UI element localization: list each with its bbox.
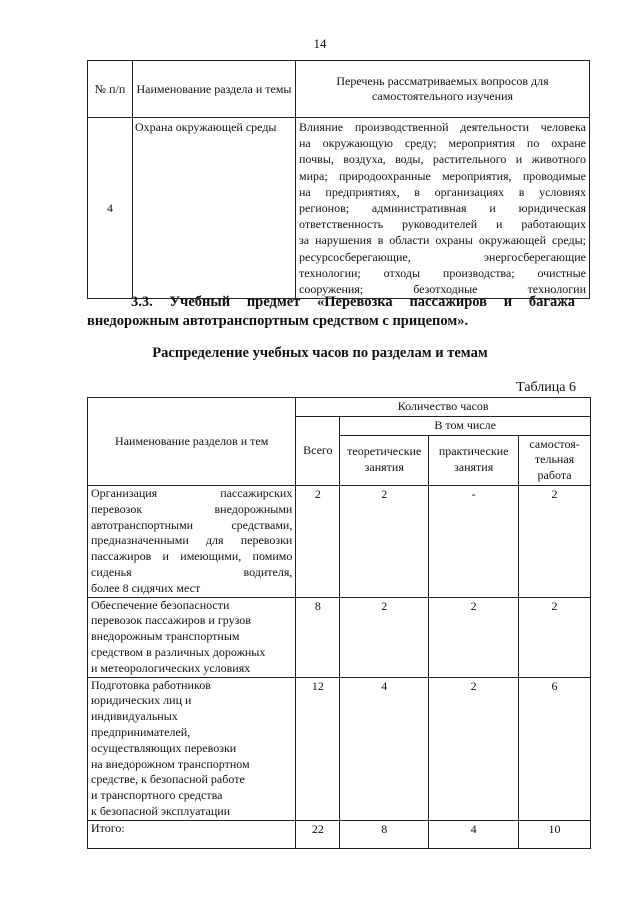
section-title [87,293,575,331]
description-line: на предприятиях, в организациях в условиях [299,184,586,199]
description-line: технологии; отходы производства; очистные [299,265,586,280]
col-header-topic: Наименование раздела и темы [133,61,296,118]
description-line: регионов; административная и юридическая [299,201,586,216]
name-line: перевозок внедорожными [91,501,293,516]
col-header-questions: Перечень рассматриваемых вопросов для самостоятельного изучения [296,61,590,118]
cell-total: 2 [296,485,340,597]
description-line: сооружения; безотходные технологии [299,282,586,297]
cell-practice: - [429,485,519,597]
name-line: индивидуальных [91,709,178,724]
row-name [88,485,296,597]
cell-theory: 2 [340,485,429,597]
table-row [88,485,591,597]
page-number: 14 [313,36,327,51]
table-header-row [88,61,590,118]
col-header-total: Всего [296,416,340,485]
col-header-hours: Количество часов [296,398,591,417]
cell-self-study: 2 [519,485,591,597]
cell-theory: 8 [340,820,429,848]
table-caption: Таблица 6 [516,380,576,395]
table-header-row [88,398,591,417]
col-header-name: Наименование разделов и тем [88,398,296,486]
name-line: Обеспечение безопасности [91,597,230,612]
table-row [88,118,590,299]
row-name [88,677,296,820]
name-line: Итого: [91,820,125,835]
cell-self-study: 10 [519,820,591,848]
cell-self-study: 6 [519,677,591,820]
table-row-total [88,820,591,848]
name-line: осуществляющих перевозки [91,740,237,755]
table-row [88,597,591,677]
description-line: за нарушения в области охраны окружающей среды; [299,233,586,248]
description-line: почвы, воздуха, воды, растительного и животного [299,152,586,167]
name-line: средством в различных дорожных [91,644,266,659]
name-line: перевозок пассажиров и грузов [91,613,251,628]
description-line: Влияние производственной деятельности человека [299,120,586,134]
name-line: на внедорожном транспортном [91,756,250,771]
self-study-topics-table [87,60,590,299]
name-line: пассажиров и имеющими, помимо [91,549,293,564]
name-line: предпринимателей, [91,724,191,739]
col-header-including: В том числе [340,416,591,435]
cell-theory: 2 [340,597,429,677]
name-line: более 8 сидячих мест [91,580,201,595]
subtitle: Распределение учебных часов по разделам и темам [152,345,488,361]
name-line: и транспортного средства [91,788,223,803]
name-line: сиденья водителя, [91,564,293,579]
cell-self-study: 2 [519,597,591,677]
row-number: 4 [88,118,133,299]
cell-practice: 4 [429,820,519,848]
cell-total: 8 [296,597,340,677]
cell-total: 12 [296,677,340,820]
description-line: на окружающую среду; мероприятия по охране [299,136,586,151]
row-topic: Охрана окружающей среды [133,118,296,299]
row-name [88,597,296,677]
cell-practice: 2 [429,597,519,677]
col-header-self-study: самостоя-тельная работа [519,435,591,485]
col-header-number: № п/п [88,61,133,118]
row-name [88,820,296,848]
cell-theory: 4 [340,677,429,820]
name-line: внедорожным транспортным [91,629,240,644]
row-description [296,118,590,299]
col-header-practice: практические занятия [429,435,519,485]
name-line: к безопасной эксплуатации [91,803,231,818]
name-line: и метеорологических условиях [91,660,251,675]
name-line: предназначенными для перевозки [91,533,293,548]
name-line: юридических лиц и [91,693,192,708]
cell-total: 22 [296,820,340,848]
name-line: автотранспортными средствами, [91,517,293,532]
description-line: ресурсосберегающие, энергосберегающие [299,249,586,264]
section-title-line: 3.3. Учебный предмет «Перевозка пассажиров и багажа [131,294,575,310]
name-line: средстве, к безопасной работе [91,772,245,787]
col-header-theory: теоретические занятия [340,435,429,485]
section-title-line: внедорожным автотранспортным средством с прицепом». [87,313,469,329]
table-row [88,677,591,820]
description-line: ответственность руководителей и работающих [299,217,586,232]
cell-practice: 2 [429,677,519,820]
name-line: Организация пассажирских [91,485,293,500]
name-line: Подготовка работников [91,677,211,692]
hours-distribution-table [87,397,591,849]
description-line: мира; природоохранные мероприятия, проводимые [299,168,586,183]
